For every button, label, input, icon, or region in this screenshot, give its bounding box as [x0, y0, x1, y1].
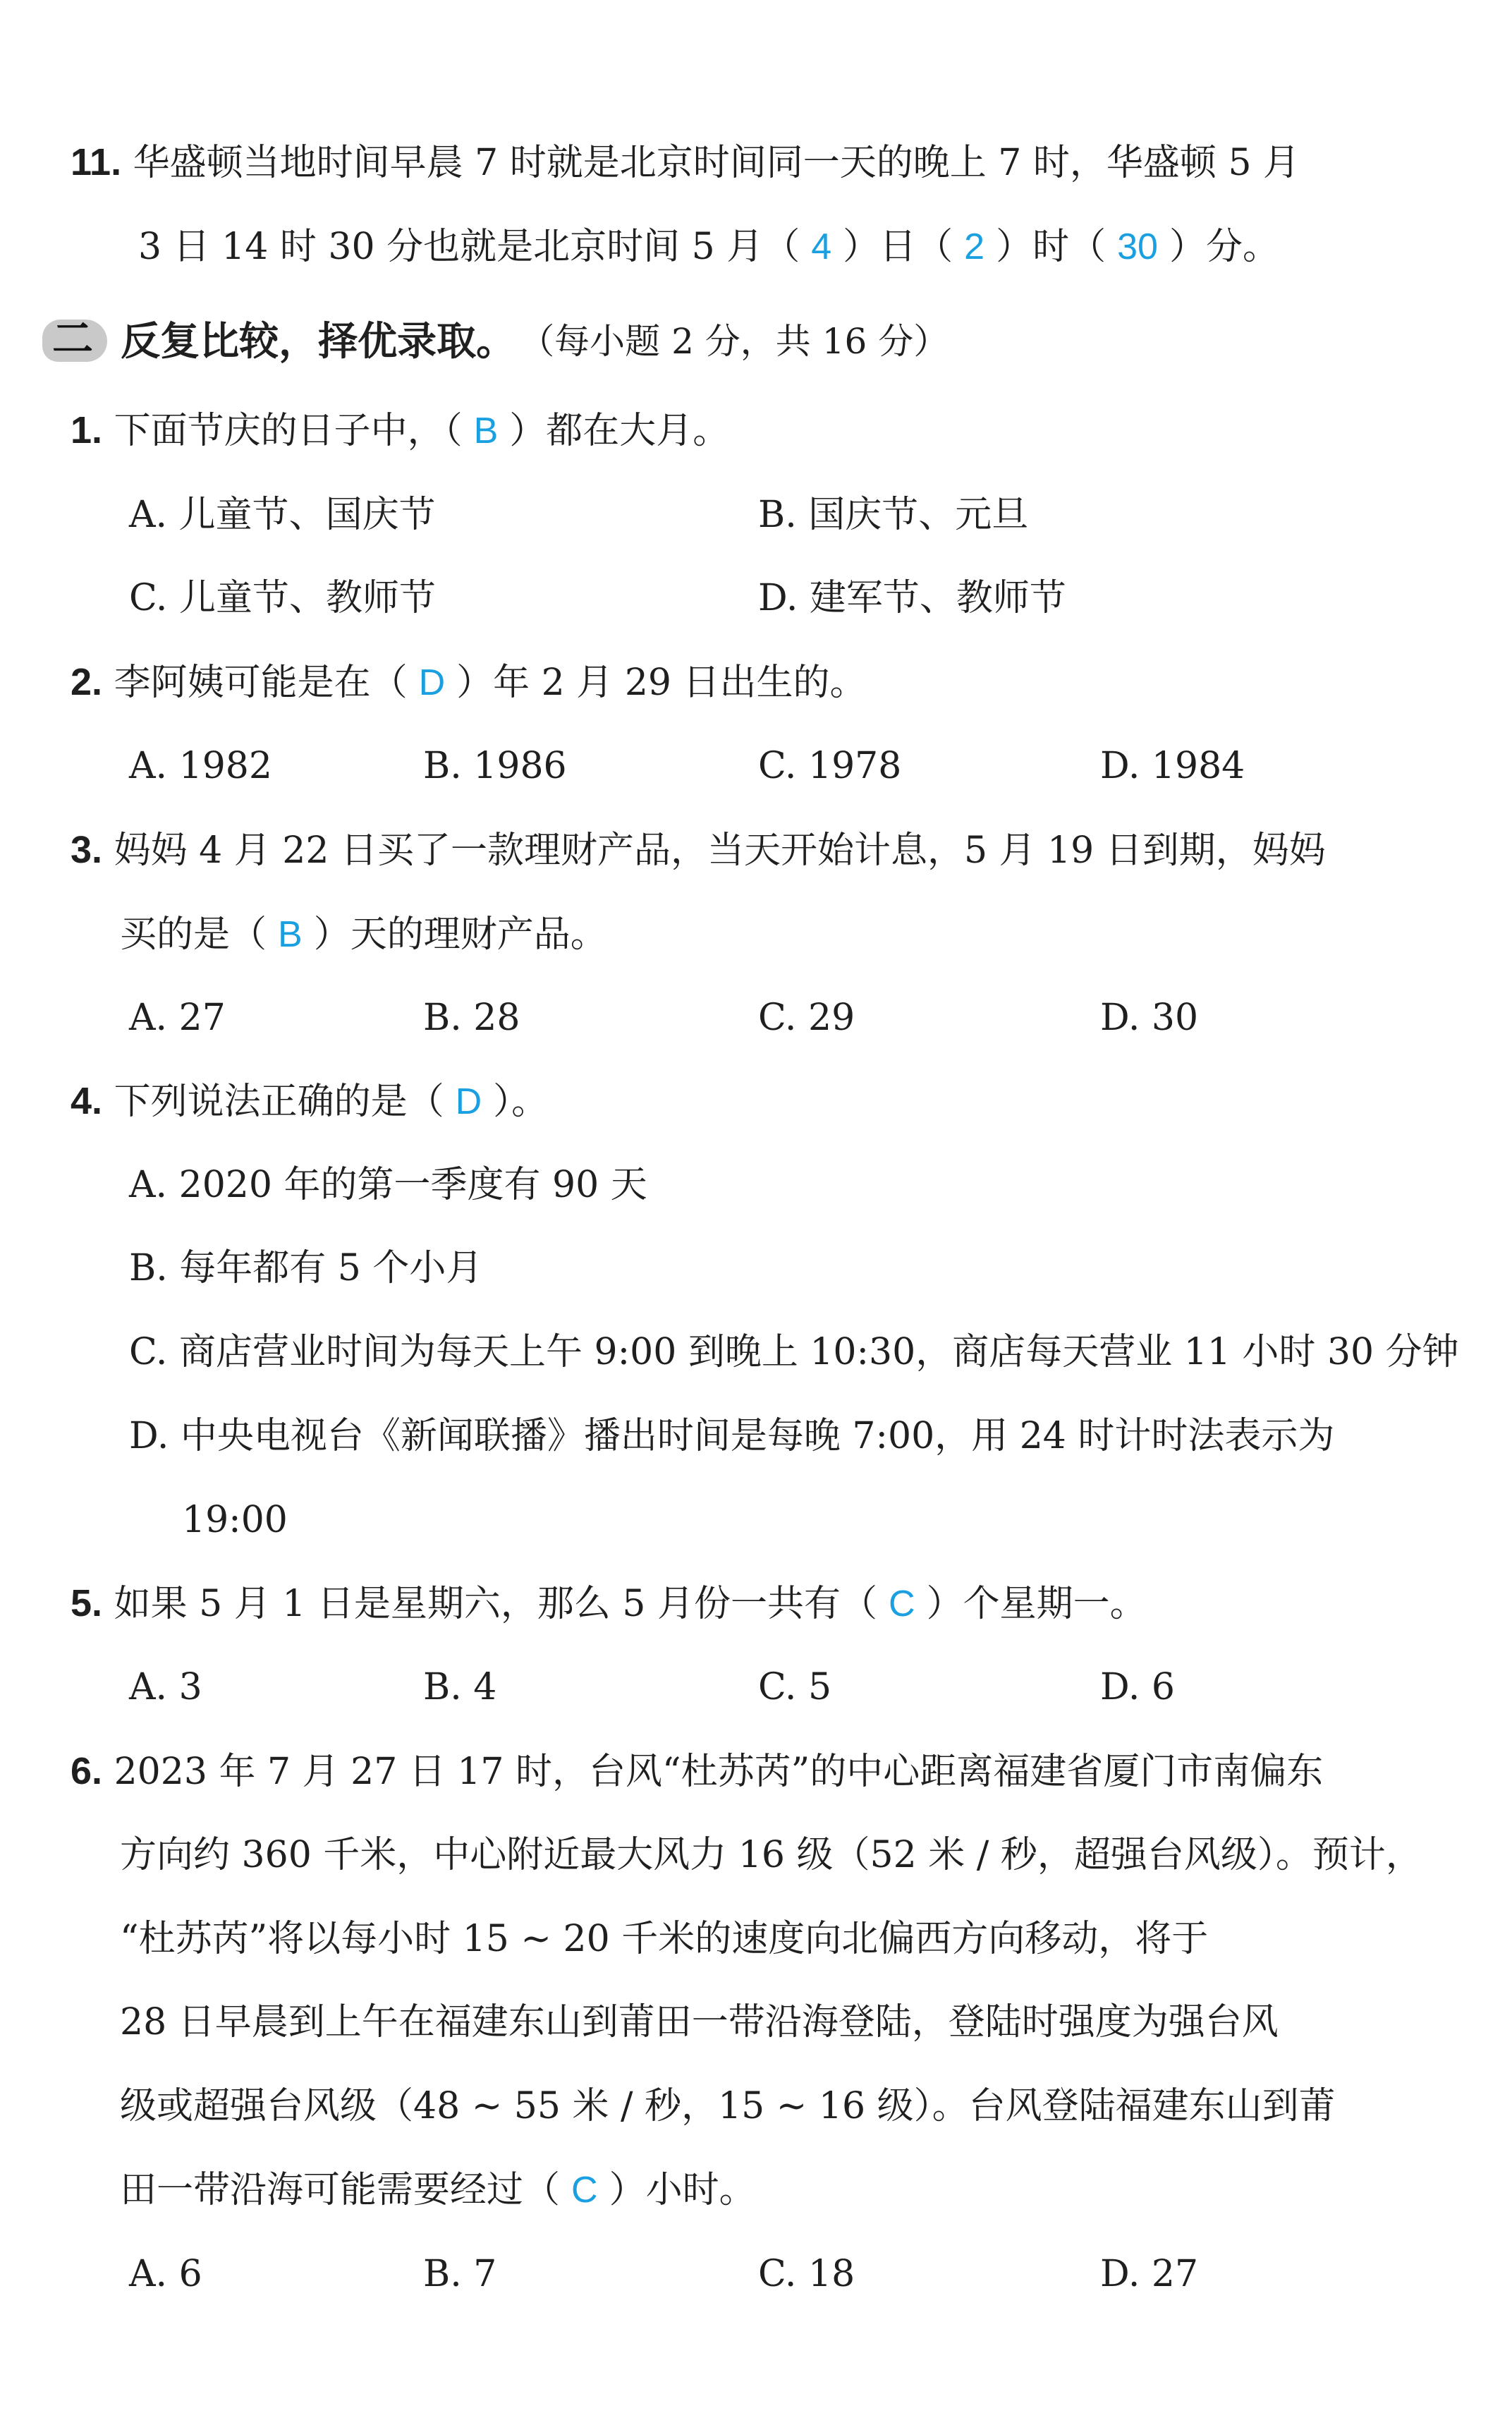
q5-option-c[interactable]: C. 5 — [758, 1666, 832, 1708]
q2-stem — [71, 657, 867, 707]
q5-option-d[interactable]: D. 6 — [1100, 1666, 1175, 1708]
q2-answer: D — [418, 662, 446, 703]
q2-option-d[interactable]: D. 1984 — [1100, 745, 1245, 787]
q2-option-a[interactable]: A. 1982 — [129, 745, 272, 787]
q11-stem-line1: 华盛顿当地时间早晨 7 时就是北京时间同一天的晚上 7 时，华盛顿 5 月 — [133, 142, 1300, 184]
section-number-badge — [42, 312, 110, 365]
q1-answer: B — [473, 411, 499, 451]
q3-answer: B — [278, 914, 303, 955]
q1-stem-b: ）都在大月。 — [509, 410, 730, 452]
q5-number: 5. — [71, 1582, 103, 1624]
q4-answer: D — [455, 1081, 482, 1122]
q6-stem-line1 — [71, 1746, 1323, 1797]
q4-stem-b: ）。 — [493, 1081, 549, 1123]
q1-number: 1. — [71, 409, 103, 451]
q6-stem-line4: 28 日早晨到上午在福建东山到莆田一带沿海登陆，登陆时强度为强台风 — [120, 2001, 1279, 2043]
q6-option-a[interactable]: A. 6 — [129, 2253, 202, 2295]
q1-stem-a: 下面节庆的日子中，（ — [114, 410, 463, 452]
q3-option-d[interactable]: D. 30 — [1100, 997, 1199, 1039]
q2-stem-b: ）年 2 月 29 日出生的。 — [456, 662, 867, 704]
q3-stem-a: 买的是（ — [120, 913, 267, 956]
q11-stem-part-d: ）分。 — [1169, 226, 1279, 268]
q4-stem-a: 下列说法正确的是（ — [114, 1081, 444, 1123]
q11-answer-minute: 30 — [1117, 226, 1158, 267]
q3-option-a[interactable]: A. 27 — [129, 997, 226, 1039]
q11-answer-hour: 2 — [964, 226, 985, 267]
q1-option-d[interactable]: D. 建军节、教师节 — [758, 577, 1066, 619]
q11-line1 — [71, 138, 1300, 188]
q2-stem-a: 李阿姨可能是在（ — [114, 662, 408, 704]
section-title: 反复比较，择优录取。 — [121, 319, 516, 365]
q3-option-b[interactable]: B. 28 — [423, 997, 520, 1039]
q4-number: 4. — [71, 1080, 103, 1122]
q3-number: 3. — [71, 829, 103, 871]
q6-stem-line2: 方向约 360 千米，中心附近最大风力 16 级（52 米 / 秒，超强台风级）。预计， — [120, 1834, 1422, 1876]
q1-option-c[interactable]: C. 儿童节、教师节 — [129, 577, 436, 619]
q3-stem-line1 — [71, 825, 1326, 875]
q4-stem — [71, 1076, 548, 1126]
q11-stem-part-b: ）日（ — [843, 226, 953, 268]
q2-number: 2. — [71, 661, 103, 703]
q11-answer-day: 4 — [811, 226, 832, 267]
q5-stem-b: ）个星期一。 — [926, 1583, 1147, 1625]
section-heading — [42, 310, 949, 374]
q3-stem-text1: 妈妈 4 月 22 日买了一款理财产品，当天开始计息，5 月 19 日到期，妈妈 — [114, 829, 1326, 872]
q11-number: 11. — [71, 141, 122, 183]
section-number: 二 — [52, 315, 94, 363]
section-scoring-note: （每小题 2 分，共 16 分） — [519, 321, 949, 362]
q11-stem-part-c: ）时（ — [996, 226, 1106, 268]
q4-option-d[interactable]: D. 中央电视台《新闻联播》播出时间是每晚 7:00，用 24 时计时法表示为 — [129, 1415, 1335, 1457]
q5-stem — [71, 1579, 1147, 1629]
q4-option-a[interactable]: A. 2020 年的第一季度有 90 天 — [129, 1164, 647, 1206]
q6-answer: C — [571, 2170, 598, 2211]
q6-option-d[interactable]: D. 27 — [1100, 2253, 1199, 2295]
q5-answer: C — [889, 1584, 915, 1624]
q5-option-a[interactable]: A. 3 — [129, 1666, 202, 1708]
q6-stem-a: 田一带沿海可能需要经过（ — [120, 2169, 561, 2211]
q3-stem-line2 — [120, 910, 607, 959]
q6-stem-line5: 级或超强台风级（48 ~ 55 米 / 秒，15 ~ 16 级）。台风登陆福建东山到莆 — [120, 2085, 1336, 2127]
q6-number: 6. — [71, 1750, 103, 1792]
q3-option-c[interactable]: C. 29 — [758, 997, 855, 1039]
q4-option-d-continued: 19:00 — [182, 1499, 288, 1541]
q11-stem-part-a: 3 日 14 时 30 分也就是北京时间 5 月（ — [138, 226, 800, 268]
q2-option-c[interactable]: C. 1978 — [758, 745, 902, 787]
q5-stem-a: 如果 5 月 1 日是星期六，那么 5 月份一共有（ — [114, 1583, 878, 1625]
q1-option-a[interactable]: A. 儿童节、国庆节 — [129, 494, 436, 536]
q11-line2 — [138, 222, 1279, 272]
q4-option-c[interactable]: C. 商店营业时间为每天上午 9:00 到晚上 10:30，商店每天营业 11 小时 30 分钟 — [129, 1331, 1459, 1373]
q6-option-c[interactable]: C. 18 — [758, 2253, 855, 2295]
q4-option-b[interactable]: B. 每年都有 5 个小月 — [129, 1247, 483, 1289]
q6-option-b[interactable]: B. 7 — [423, 2253, 497, 2295]
q2-option-b[interactable]: B. 1986 — [423, 745, 567, 787]
q1-stem — [71, 406, 729, 456]
q6-stem-line6 — [120, 2165, 756, 2215]
q6-stem-line3: “杜苏芮”将以每小时 15 ~ 20 千米的速度向北偏西方向移动，将于 — [120, 1918, 1209, 1960]
q6-stem-b: ）小时。 — [609, 2169, 756, 2211]
q6-stem-text1: 2023 年 7 月 27 日 17 时，台风“杜苏芮”的中心距离福建省厦门市南偏东 — [114, 1751, 1324, 1793]
q3-stem-b: ）天的理财产品。 — [313, 913, 607, 956]
q1-option-b[interactable]: B. 国庆节、元旦 — [758, 494, 1029, 536]
q5-option-b[interactable]: B. 4 — [423, 1666, 497, 1708]
